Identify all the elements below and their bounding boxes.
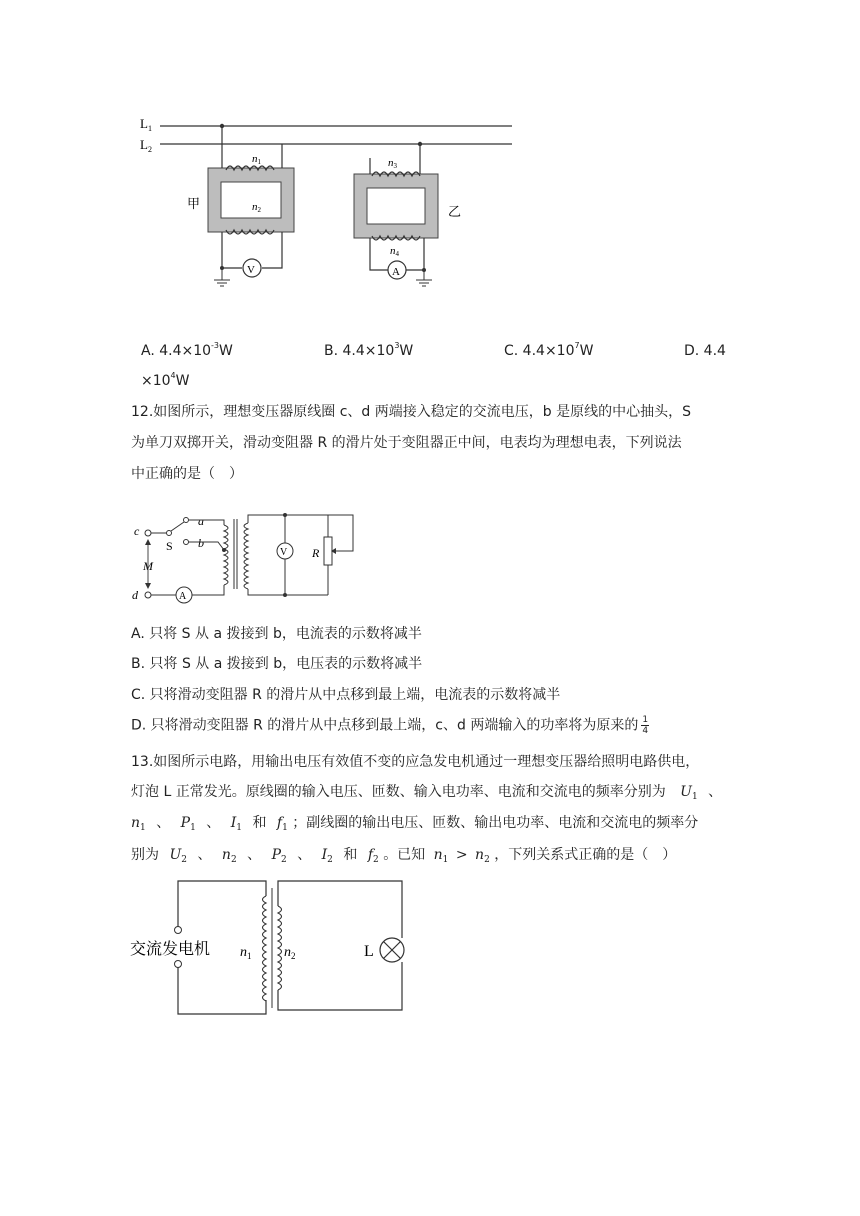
q11-option-d-continued: $\times 10^4W$	[141, 371, 190, 389]
figure-q13-circuit	[126, 878, 426, 1018]
transformer-jia	[208, 126, 294, 286]
q12-option-b[interactable]: B. 只将 S 从 a 拨接到 b，电压表的示数将减半	[131, 656, 423, 672]
label-jia: 甲	[187, 196, 201, 211]
q11-option-c[interactable]: C. $4.4\times 10^7W$	[504, 341, 594, 359]
label-n1: n1	[252, 153, 261, 166]
q12-option-c[interactable]: C. 只将滑动变阻器 R 的滑片从中点移到最上端，电流表的示数将减半	[131, 687, 561, 703]
q11-option-d[interactable]: D. 4.4	[684, 343, 726, 359]
label-l2: $L_2$	[140, 137, 152, 154]
q11-option-a[interactable]: A. $4.4\times 10^{-3}W$	[141, 341, 233, 359]
q12-voltmeter-label: V	[280, 547, 288, 558]
q12-stem-line2: 为单刀双掷开关，滑动变阻器 R 的滑片处于变阻器正中间，电表均为理想电表，下列说法	[131, 435, 682, 451]
label-n4: n4	[390, 245, 399, 258]
q12-option-a[interactable]: A. 只将 S 从 a 拨接到 b，电流表的示数将减半	[131, 626, 422, 642]
figure-q12-circuit	[128, 505, 360, 605]
label-r: R	[312, 546, 320, 560]
ammeter-label: A	[392, 266, 400, 278]
q12-stem-line3: 中正确的是（ ）	[131, 466, 243, 482]
q12-ammeter-label: A	[179, 591, 187, 602]
contact-b: b	[198, 536, 204, 550]
label-primary-n1: $n_1$	[240, 945, 252, 961]
label-m: M	[143, 559, 153, 573]
label-n3: n3	[388, 157, 397, 170]
label-n2: n2	[252, 201, 261, 214]
generator-label: 交流发电机	[130, 941, 211, 958]
terminal-c: c	[134, 524, 140, 538]
q12-stem-line1: 12.如图所示，理想变压器原线圈 c、d 两端接入稳定的交流电压，b 是原线的中心抽头，S	[131, 404, 691, 420]
label-secondary-n2: $n_2$	[284, 945, 296, 961]
q12-option-d[interactable]: D. 只将滑动变阻器 R 的滑片从中点移到最上端，c、d 两端输入的功率将为原来的 $\frac{1}{4}$	[131, 715, 649, 736]
terminal-d: d	[132, 588, 138, 602]
lamp-label: L	[364, 943, 374, 960]
switch-s: S	[166, 539, 173, 553]
voltmeter-label: V	[247, 264, 255, 276]
q13-stem-line1: 13.如图所示电路，用输出电压有效值不变的应急发电机通过一理想变压器给照明电路供电，	[131, 754, 700, 770]
figure-two-transformers	[130, 108, 530, 298]
q13-stem-line3: $n_1$ 、 $P_1$ 、 $I_1$ 和 $f_1$ ；副线圈的输出电压、匝数、输出电功率、电流和交流电的频率分	[131, 815, 699, 833]
label-l1: $L_1$	[140, 116, 152, 133]
contact-a: a	[198, 514, 204, 528]
q13-stem-line2: 灯泡 L 正常发光。原线圈的输入电压、匝数、输入电功率、电流和交流电的频率分别为 $U_1$ 、	[131, 784, 723, 802]
q13-stem-line4: 别为 $U_2$ 、 $n_2$ 、 $P_2$ 、 $I_2$ 和 $f_2$ 。已知 $n_1 > n_2$ ，下列关系式正确的是（ ）	[131, 847, 677, 865]
fraction-one-quarter: $\frac{1}{4}$	[642, 715, 649, 736]
label-yi: 乙	[448, 204, 462, 219]
q11-option-b[interactable]: B. $4.4\times 10^3W$	[324, 341, 414, 359]
